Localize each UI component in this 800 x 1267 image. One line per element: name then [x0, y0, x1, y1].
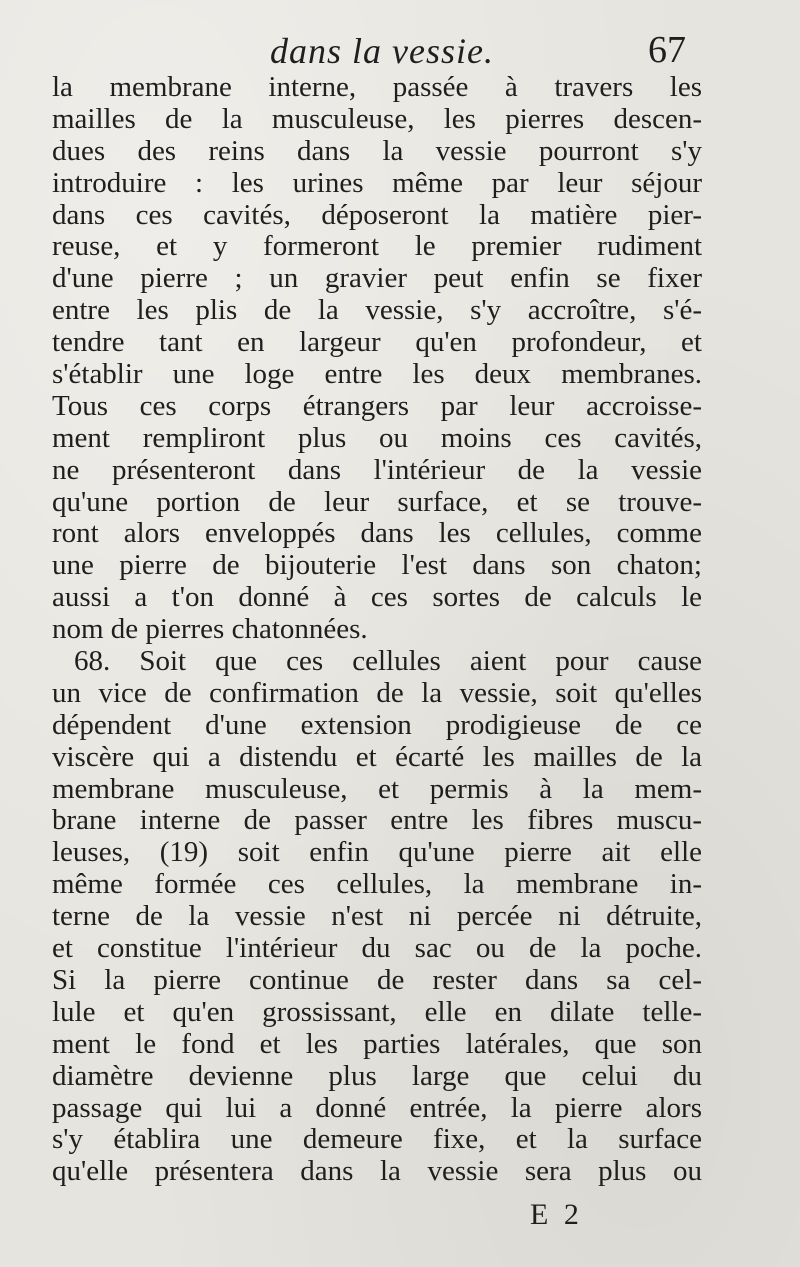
- text-line: tendre tant en largeur qu'en profondeur, et: [52, 327, 702, 359]
- text-line: ront alors enveloppés dans les cellules, comme: [52, 518, 702, 550]
- text-line: ne présenteront dans l'intérieur de la vessie: [52, 454, 702, 486]
- text-line: passage qui lui a donné entrée, la pierre alors: [52, 1092, 702, 1124]
- text-line: leuses, (19) soit enfin qu'une pierre ait elle: [52, 837, 702, 869]
- text-line: et constitue l'intérieur du sac ou de la poche.: [52, 933, 702, 965]
- text-line: brane interne de passer entre les fibres muscu-: [52, 805, 702, 837]
- text-line: Tous ces corps étrangers par leur accroisse-: [52, 390, 702, 422]
- text-line: terne de la vessie n'est ni percée ni détruite,: [52, 901, 702, 933]
- page-number: 67: [648, 29, 686, 71]
- text-line: un vice de confirmation de la vessie, soit qu'elles: [52, 677, 702, 709]
- text-line: s'établir une loge entre les deux membranes.: [52, 359, 702, 391]
- text-line: même formée ces cellules, la membrane in-: [52, 869, 702, 901]
- text-line: aussi a t'on donné à ces sortes de calculs le: [52, 582, 702, 614]
- text-line: entre les plis de la vessie, s'y accroître, s'é-: [52, 295, 702, 327]
- text-line: membrane musculeuse, et permis à la mem-: [52, 773, 702, 805]
- text-line: une pierre de bijouterie l'est dans son chaton;: [52, 550, 702, 582]
- text-line: lule et qu'en grossissant, elle en dilate telle-: [52, 996, 702, 1028]
- text-line: ment le fond et les parties latérales, que son: [52, 1028, 702, 1060]
- text-line: dépendent d'une extension prodigieuse de ce: [52, 709, 702, 741]
- text-line: qu'une portion de leur surface, et se trouve-: [52, 486, 702, 518]
- text-line: d'une pierre ; un gravier peut enfin se fixer: [52, 263, 702, 295]
- text-line: viscère qui a distendu et écarté les mailles de la: [52, 741, 702, 773]
- text-line: qu'elle présentera dans la vessie sera plus ou: [52, 1156, 702, 1188]
- text-line: reuse, et y formeront le premier rudiment: [52, 231, 702, 263]
- text-line: Si la pierre continue de rester dans sa cel-: [52, 964, 702, 996]
- text-line: la membrane interne, passée à travers les: [52, 72, 702, 103]
- page-header: [0, 28, 800, 78]
- signature-mark: E 2: [530, 1198, 583, 1231]
- text-line: mailles de la musculeuse, les pierres descen-: [52, 103, 702, 135]
- text-line: diamètre devienne plus large que celui du: [52, 1060, 702, 1092]
- text-line: dans ces cavités, déposeront la matière pier-: [52, 199, 702, 231]
- text-line: ment rempliront plus ou moins ces cavités,: [52, 422, 702, 454]
- text-line: introduire : les urines même par leur séjour: [52, 167, 702, 199]
- paragraph-start-line: 68. Soit que ces cellules aient pour cause: [74, 646, 702, 678]
- text-line: nom de pierres chatonnées.: [52, 614, 368, 646]
- running-title: dans la vessie.: [270, 31, 494, 71]
- text-line: dues des reins dans la vessie pourront s'y: [52, 135, 702, 167]
- text-line: s'y établira une demeure fixe, et la surface: [52, 1124, 702, 1156]
- body-text: [52, 72, 702, 1188]
